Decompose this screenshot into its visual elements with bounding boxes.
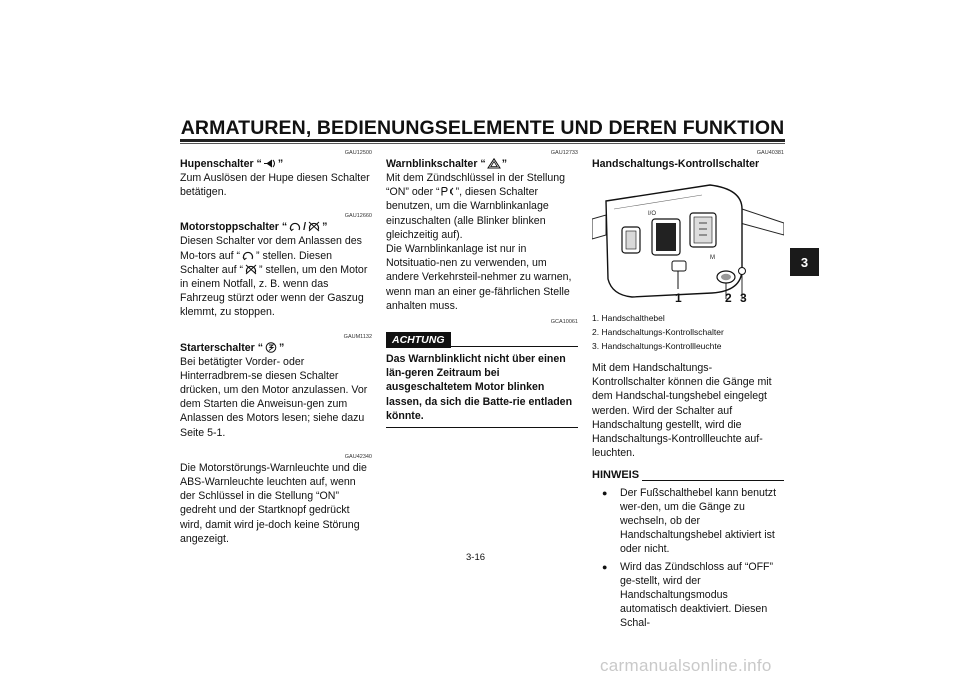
caption-item: 3. Handschaltungs-Kontrollleuchte — [592, 341, 722, 351]
hinweis-header — [592, 468, 784, 482]
watermark[interactable]: carmanualsonline.info — [600, 656, 772, 675]
divider — [386, 427, 578, 428]
column-3 — [592, 150, 784, 631]
list-item — [592, 486, 784, 557]
section-code: GAU12500 — [344, 150, 372, 156]
heading-text: ” — [322, 221, 328, 234]
text: Diesen Schalter vor dem Anlassen des Mo-tors auf “ — [180, 235, 362, 262]
list-item-text: Der Fußschalthebel kann benutzt wer-den, um die Gänge zu wechseln, ob der Handschaltungshebel aktiviert ist oder nicht. — [620, 486, 777, 556]
horn-switch-text: Zum Auslösen der Hupe diesen Schalter betätigen. — [180, 172, 370, 199]
text: ” stellen, um den Motor in einem Notfall, z. B. wenn das Fahrzeug stürzt oder wenn der Gaszug klemmt, zu stoppen. — [180, 263, 368, 319]
hazard-switch-text — [386, 171, 578, 313]
caption-item: 2. Handschaltungs-Kontrollschalter — [592, 327, 724, 337]
section-code: GAU12660 — [344, 213, 372, 220]
text: ” stellen. Diesen Schalter auf “ — [180, 249, 333, 276]
heading-text: Motorstoppschalter “ — [180, 221, 288, 234]
engine-stop-switch-text — [180, 234, 372, 319]
page-number: 3-16 — [466, 552, 486, 563]
divider — [642, 480, 784, 481]
column-2 — [386, 150, 578, 428]
svg-text:M: M — [710, 255, 715, 261]
section-code: GAU42340 — [344, 453, 372, 460]
bullet-icon: ● — [602, 561, 608, 572]
horn-icon — [262, 158, 278, 169]
engine-run-icon — [287, 221, 303, 232]
list-item-text: Wird das Zündschloss auf “OFF” ge-stellt, wird der Handschaltungsmodus automatisch deaktiviert. Diesen Schal- — [620, 560, 774, 630]
figure-label-3: 3 — [740, 291, 747, 305]
divider — [451, 346, 579, 347]
heading-text: ” — [501, 158, 507, 170]
hand-shift-text: Mit dem Handschaltungs-Kontrollschalter können die Gänge mit dem Handschal-tungshebel eingelegt werden. Wird der Schalter auf Handschaltung gestellt, wird die Handschaltungs-Kontrollleuchte auf-leuchten. — [592, 362, 772, 460]
warning-light-text: Die Motorstörungs-Warnleuchte und die ABS-Warnleuchte leuchten auf, wenn der Schlüssel in die Stellung “ON” gedreht und der Startknopf gedrückt wird, damit wird je-doch keine Störung angezeigt. — [180, 461, 367, 545]
hazard-switch-heading — [386, 157, 578, 171]
list-item — [592, 560, 784, 631]
engine-run-icon — [240, 250, 256, 261]
achtung-text: Das Warnblinklicht nicht über einen län-geren Zeitraum bei ausgeschaltetem Motor blinken lassen, da sich die Batte-rie entladen könnte. — [386, 353, 573, 422]
heading-text: ” — [279, 341, 285, 354]
starter-switch-text: Bei betätigter Vorder- oder Hinterradbrem-se diesen Schalter drücken, um den Motor anzulassen. Vor dem Starten die Anweisun-gen zum Anlassen des Motors lesen; siehe dazu Seite 5-1. — [180, 355, 368, 439]
section-code: GCA10061 — [550, 319, 578, 326]
heading-text: Starterschalter “ — [180, 341, 264, 354]
heading-text: / — [303, 221, 307, 234]
engine-stop-switch-heading — [180, 220, 372, 234]
caption-item: 1. Handschalthebel — [592, 313, 665, 323]
handlebar-switch-figure — [592, 179, 784, 307]
page-title: ARMATUREN, BEDIENUNGSELEMENTE UND DEREN FUNKTION — [180, 117, 785, 139]
section-code: GAUM1132 — [343, 333, 372, 340]
figure-label-2: 2 — [725, 291, 732, 305]
handlebar-switch-illustration — [592, 179, 784, 307]
engine-stop-icon — [306, 221, 322, 232]
parking-icon — [440, 186, 456, 197]
column-1 — [180, 150, 372, 546]
figure-captions — [592, 311, 784, 353]
starter-icon — [263, 342, 279, 353]
hand-shift-heading: Handschaltungs-Kontrollschalter — [592, 158, 760, 170]
hazard-triangle-icon — [486, 158, 502, 169]
heading-text: Hupenschalter “ — [180, 158, 262, 170]
section-code: GAU40381 — [756, 150, 784, 156]
horn-switch-heading — [180, 157, 372, 171]
text: Die Warnblinkanlage ist nur in Notsituatio-nen zu verwenden, um andere Verkehrsteil-nehmer zu warnen, wenn man an einer ge-fährlichen Stelle anhalten muss. — [386, 243, 572, 312]
starter-switch-heading — [180, 341, 372, 355]
engine-stop-icon — [243, 264, 259, 275]
header-rule — [180, 139, 785, 142]
text: Mit dem Zündschlüssel in der Stellung “ON” oder “ — [386, 172, 566, 199]
section-code: GAU12733 — [550, 150, 578, 156]
bullet-icon: ● — [602, 487, 608, 498]
chapter-tab[interactable]: 3 — [790, 248, 819, 276]
heading-text: ” — [277, 158, 284, 170]
achtung-header — [386, 332, 578, 348]
text: ”, diesen Schalter benutzen, um die Warnblinkanlage einzuschalten (alle Blinker blinken gleichzeitig auf). — [386, 186, 549, 241]
svg-text:I/O: I/O — [648, 211, 657, 217]
achtung-badge: ACHTUNG — [386, 332, 451, 348]
hinweis-label: HINWEIS — [592, 469, 640, 482]
figure-label-1: 1 — [675, 291, 682, 305]
heading-text: Warnblinkschalter “ — [386, 158, 486, 170]
header-rule-thin — [180, 143, 785, 144]
